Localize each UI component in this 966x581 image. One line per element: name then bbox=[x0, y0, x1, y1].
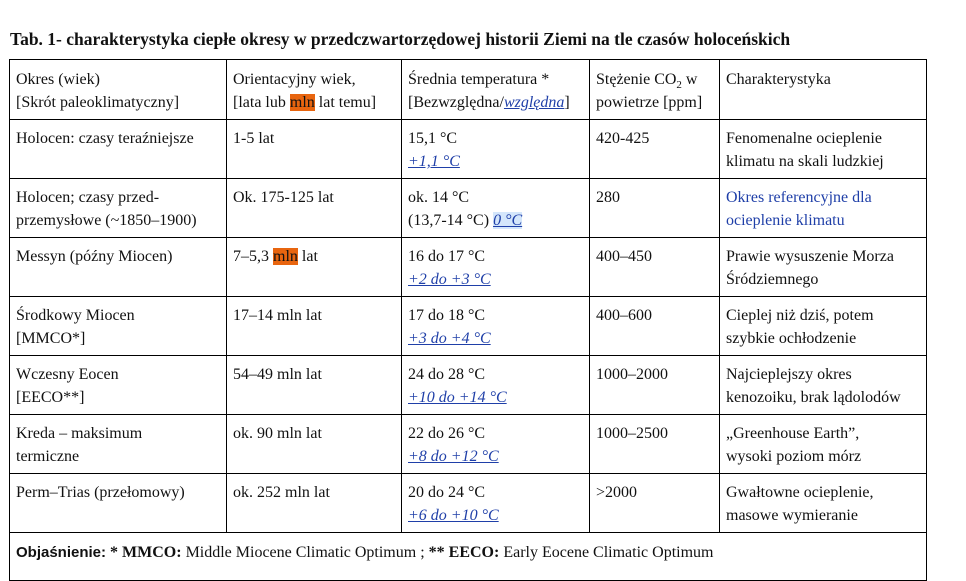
temperature-cell: 16 do 17 °C +2 do +3 °C bbox=[402, 238, 590, 297]
temperature-cell: 22 do 26 °C +8 do +12 °C bbox=[402, 415, 590, 474]
explanation-label: Objaśnienie: bbox=[16, 544, 107, 561]
age-cell: ok. 90 mln lat bbox=[227, 415, 402, 474]
table-row bbox=[10, 179, 927, 238]
period-cell: Środkowy Miocen [MMCO*] bbox=[10, 297, 227, 356]
characteristic-cell: Okres referencyjne dla ocieplenie klimatu bbox=[720, 179, 927, 238]
table-row bbox=[10, 415, 927, 474]
relative-temperature: +2 do +3 °C bbox=[408, 271, 491, 288]
age-cell: 7–5,3 mln lat bbox=[227, 238, 402, 297]
relative-temperature: +8 do +12 °C bbox=[408, 448, 499, 465]
highlight-mln: mln bbox=[289, 94, 315, 111]
co2-cell: 1000–2000 bbox=[590, 356, 720, 415]
age-cell: 1-5 lat bbox=[227, 120, 402, 179]
characteristic-cell: Cieplej niż dziś, potem szybkie ochłodzenie bbox=[720, 297, 927, 356]
characteristic-cell: „Greenhouse Earth”, wysoki poziom mórz bbox=[720, 415, 927, 474]
explanation-row bbox=[10, 533, 927, 581]
age-cell: ok. 252 mln lat bbox=[227, 474, 402, 533]
table-row bbox=[10, 120, 927, 179]
table-row bbox=[10, 238, 927, 297]
characteristic-cell: Prawie wysuszenie Morza Śródziemnego bbox=[720, 238, 927, 297]
header-row bbox=[10, 60, 927, 120]
relative-temperature: 0 °C bbox=[493, 212, 523, 229]
period-cell: Holocen; czasy przed- przemysłowe (~1850–1900) bbox=[10, 179, 227, 238]
co2-cell: 1000–2500 bbox=[590, 415, 720, 474]
relative-temperature: +10 do +14 °C bbox=[408, 389, 507, 406]
header-age: Orientacyjny wiek, [lata lub mln lat temu] bbox=[227, 60, 402, 120]
warm-periods-table bbox=[9, 59, 927, 581]
period-cell: Holocen: czasy teraźniejsze bbox=[10, 120, 227, 179]
co2-cell: 400–450 bbox=[590, 238, 720, 297]
co2-cell: 400–600 bbox=[590, 297, 720, 356]
header-period: Okres (wiek) [Skrót paleoklimatyczny] bbox=[10, 60, 227, 120]
table-title: Tab. 1- charakterystyka ciepłe okresy w przedczwartorzędowej historii Ziemi na tle czasów holoceńskich bbox=[10, 29, 791, 49]
relative-temperature: +1,1 °C bbox=[408, 153, 460, 170]
relative-temperature: +6 do +10 °C bbox=[408, 507, 499, 524]
age-cell: 17–14 mln lat bbox=[227, 297, 402, 356]
co2-cell: 420-425 bbox=[590, 120, 720, 179]
temperature-cell: 24 do 28 °C +10 do +14 °C bbox=[402, 356, 590, 415]
relative-temperature: +3 do +4 °C bbox=[408, 330, 491, 347]
highlight-mln: mln bbox=[273, 248, 298, 265]
characteristic-cell: Gwałtowne ocieplenie, masowe wymieranie bbox=[720, 474, 927, 533]
header-characteristic: Charakterystyka bbox=[720, 60, 927, 120]
temperature-cell: ok. 14 °C (13,7-14 °C) 0 °C bbox=[402, 179, 590, 238]
period-cell: Wczesny Eocen [EECO**] bbox=[10, 356, 227, 415]
temperature-cell: 20 do 24 °C +6 do +10 °C bbox=[402, 474, 590, 533]
period-cell: Kreda – maksimum termiczne bbox=[10, 415, 227, 474]
characteristic-cell: Fenomenalne ocieplenie klimatu na skali ludzkiej bbox=[720, 120, 927, 179]
header-co2: Stężenie $CO_2$ w powietrze [ppm] bbox=[590, 60, 720, 120]
table-row bbox=[10, 356, 927, 415]
period-cell: Perm–Trias (przełomowy) bbox=[10, 474, 227, 533]
temperature-cell: 15,1 °C +1,1 °C bbox=[402, 120, 590, 179]
table-row bbox=[10, 297, 927, 356]
characteristic-cell: Najcieplejszy okres kenozoiku, brak lądolodów bbox=[720, 356, 927, 415]
co2-cell: 280 bbox=[590, 179, 720, 238]
temperature-cell: 17 do 18 °C +3 do +4 °C bbox=[402, 297, 590, 356]
explanation-cell: Objaśnienie: * MMCO: Middle Miocene Climatic Optimum ; ** EECO: Early Eocene Climatic Optimum bbox=[10, 533, 927, 581]
header-temperature: Średnia temperatura * [Bezwzględna/względna] bbox=[402, 60, 590, 120]
period-cell: Messyn (późny Miocen) bbox=[10, 238, 227, 297]
co2-cell: >2000 bbox=[590, 474, 720, 533]
age-cell: Ok. 175-125 lat bbox=[227, 179, 402, 238]
table-row bbox=[10, 474, 927, 533]
age-cell: 54–49 mln lat bbox=[227, 356, 402, 415]
